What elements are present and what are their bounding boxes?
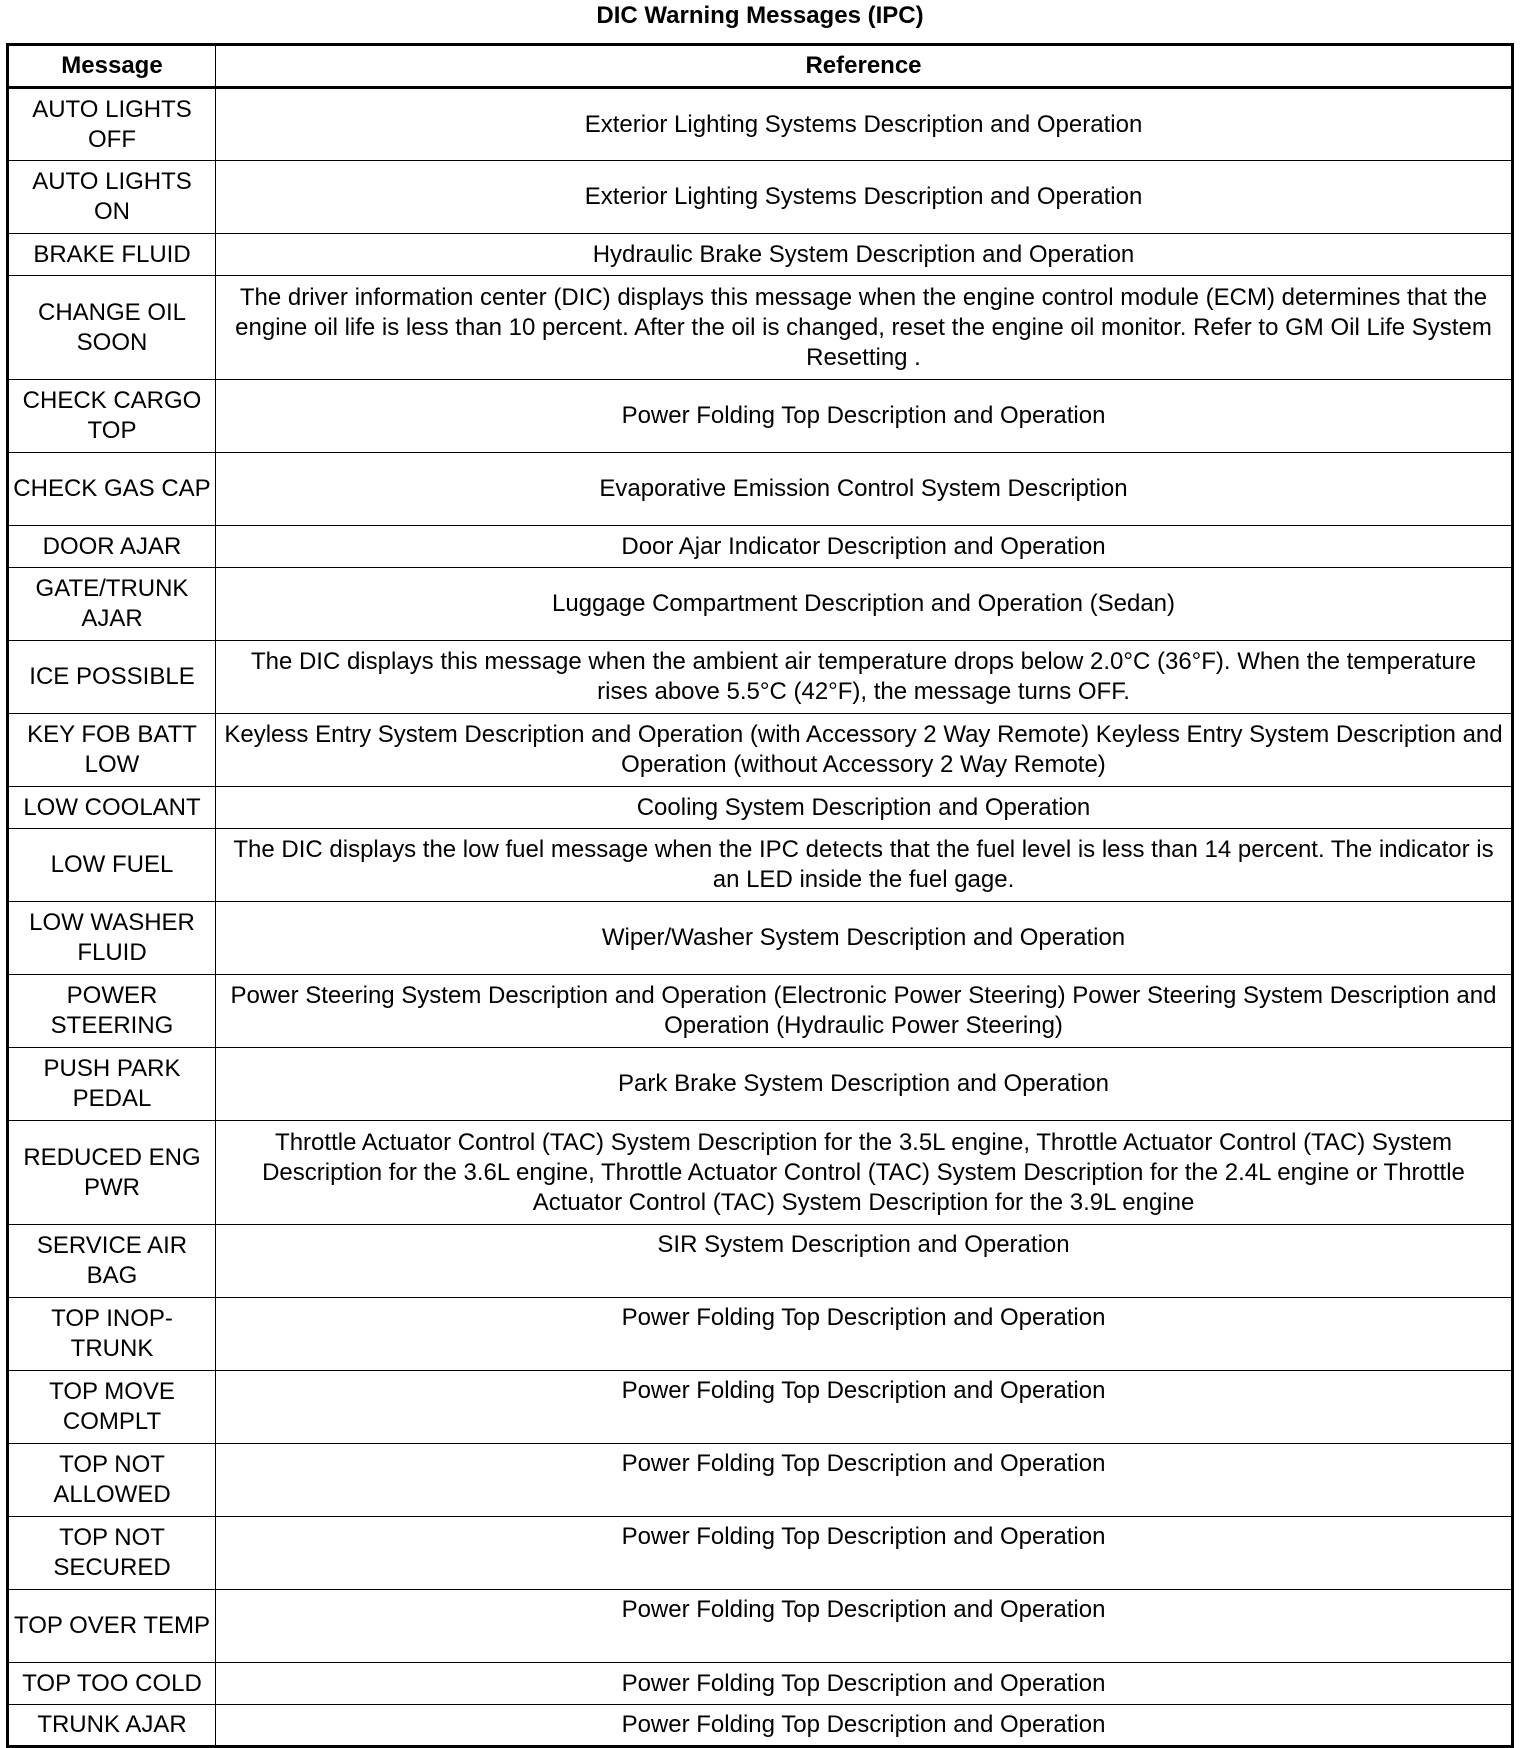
message-cell: REDUCED ENG PWR [8, 1121, 216, 1225]
reference-cell: Power Folding Top Description and Operation [216, 380, 1513, 453]
table-row [8, 161, 1513, 234]
message-cell: TOP TOO COLD [8, 1663, 216, 1705]
table-row [8, 1705, 1513, 1747]
reference-cell: Power Folding Top Description and Operation [216, 1371, 1513, 1444]
table-row [8, 568, 1513, 641]
message-cell: TRUNK AJAR [8, 1705, 216, 1747]
table-row [8, 641, 1513, 714]
message-cell: TOP NOT SECURED [8, 1517, 216, 1590]
message-cell: LOW WASHER FLUID [8, 902, 216, 975]
message-cell: CHANGE OIL SOON [8, 276, 216, 380]
reference-cell: Hydraulic Brake System Description and Operation [216, 234, 1513, 276]
reference-cell: Luggage Compartment Description and Operation (Sedan) [216, 568, 1513, 641]
page-title: DIC Warning Messages (IPC) [596, 2, 924, 29]
message-cell: CHECK CARGO TOP [8, 380, 216, 453]
table-row [8, 975, 1513, 1048]
table-row [8, 1444, 1513, 1517]
reference-cell: Keyless Entry System Description and Operation (with Accessory 2 Way Remote) Keyless Entry System Description and Operation (without Accessory 2 Way Remote) [216, 714, 1513, 787]
message-cell: PUSH PARK PEDAL [8, 1048, 216, 1121]
message-cell: SERVICE AIR BAG [8, 1225, 216, 1298]
message-cell: KEY FOB BATT LOW [8, 714, 216, 787]
reference-cell: Power Steering System Description and Operation (Electronic Power Steering) Power Steering System Description and Operation (Hydraulic Power Steering) [216, 975, 1513, 1048]
message-cell: TOP INOP-TRUNK [8, 1298, 216, 1371]
table-row [8, 526, 1513, 568]
table-row [8, 1121, 1513, 1225]
message-cell: TOP MOVE COMPLT [8, 1371, 216, 1444]
reference-cell: Power Folding Top Description and Operation [216, 1298, 1513, 1371]
message-cell: AUTO LIGHTS OFF [8, 88, 216, 161]
column-header-message: Message [8, 45, 216, 88]
table-row [8, 1371, 1513, 1444]
message-cell: GATE/TRUNK AJAR [8, 568, 216, 641]
table-row [8, 1590, 1513, 1663]
table-row [8, 1663, 1513, 1705]
reference-cell: The DIC displays the low fuel message when the IPC detects that the fuel level is less than 14 percent. The indicator is an LED inside the fuel gage. [216, 829, 1513, 902]
message-cell: TOP NOT ALLOWED [8, 1444, 216, 1517]
table-row [8, 714, 1513, 787]
reference-cell: Power Folding Top Description and Operation [216, 1663, 1513, 1705]
table-row [8, 234, 1513, 276]
table-row [8, 380, 1513, 453]
table-row [8, 1517, 1513, 1590]
reference-cell: The driver information center (DIC) displays this message when the engine control module (ECM) determines that the engine oil life is less than 10 percent. After the oil is changed, reset the engine oil monitor. Refer to GM Oil Life System Resetting . [216, 276, 1513, 380]
column-header-reference: Reference [216, 45, 1513, 88]
message-cell: CHECK GAS CAP [8, 453, 216, 526]
reference-cell: Wiper/Washer System Description and Operation [216, 902, 1513, 975]
table-row [8, 88, 1513, 161]
table-row [8, 1298, 1513, 1371]
warning-messages-table [6, 43, 1514, 1748]
reference-cell: Power Folding Top Description and Operation [216, 1517, 1513, 1590]
message-cell: LOW COOLANT [8, 787, 216, 829]
table-row [8, 902, 1513, 975]
reference-cell: The DIC displays this message when the ambient air temperature drops below 2.0°C (36°F). When the temperature rises above 5.5°C (42°F), the message turns OFF. [216, 641, 1513, 714]
table-row [8, 787, 1513, 829]
table-row [8, 1048, 1513, 1121]
reference-cell: Exterior Lighting Systems Description and Operation [216, 88, 1513, 161]
reference-cell: Door Ajar Indicator Description and Operation [216, 526, 1513, 568]
message-cell: LOW FUEL [8, 829, 216, 902]
message-cell: BRAKE FLUID [8, 234, 216, 276]
reference-cell: SIR System Description and Operation [216, 1225, 1513, 1298]
reference-cell: Power Folding Top Description and Operation [216, 1590, 1513, 1663]
message-cell: TOP OVER TEMP [8, 1590, 216, 1663]
reference-cell: Power Folding Top Description and Operation [216, 1705, 1513, 1747]
reference-cell: Cooling System Description and Operation [216, 787, 1513, 829]
reference-cell: Throttle Actuator Control (TAC) System Description for the 3.5L engine, Throttle Actuator Control (TAC) System Description for the 3.6L engine, Throttle Actuator Control (TAC) System Description for the 2.4L engine or Throttle Actuator Control (TAC) System Description for the 3.9L engine [216, 1121, 1513, 1225]
message-cell: POWER STEERING [8, 975, 216, 1048]
table-header-row [8, 45, 1513, 88]
reference-cell: Evaporative Emission Control System Description [216, 453, 1513, 526]
reference-cell: Exterior Lighting Systems Description and Operation [216, 161, 1513, 234]
table-row [8, 829, 1513, 902]
message-cell: DOOR AJAR [8, 526, 216, 568]
reference-cell: Power Folding Top Description and Operation [216, 1444, 1513, 1517]
message-cell: ICE POSSIBLE [8, 641, 216, 714]
reference-cell: Park Brake System Description and Operation [216, 1048, 1513, 1121]
table-row [8, 453, 1513, 526]
table-row [8, 276, 1513, 380]
table-row [8, 1225, 1513, 1298]
message-cell: AUTO LIGHTS ON [8, 161, 216, 234]
